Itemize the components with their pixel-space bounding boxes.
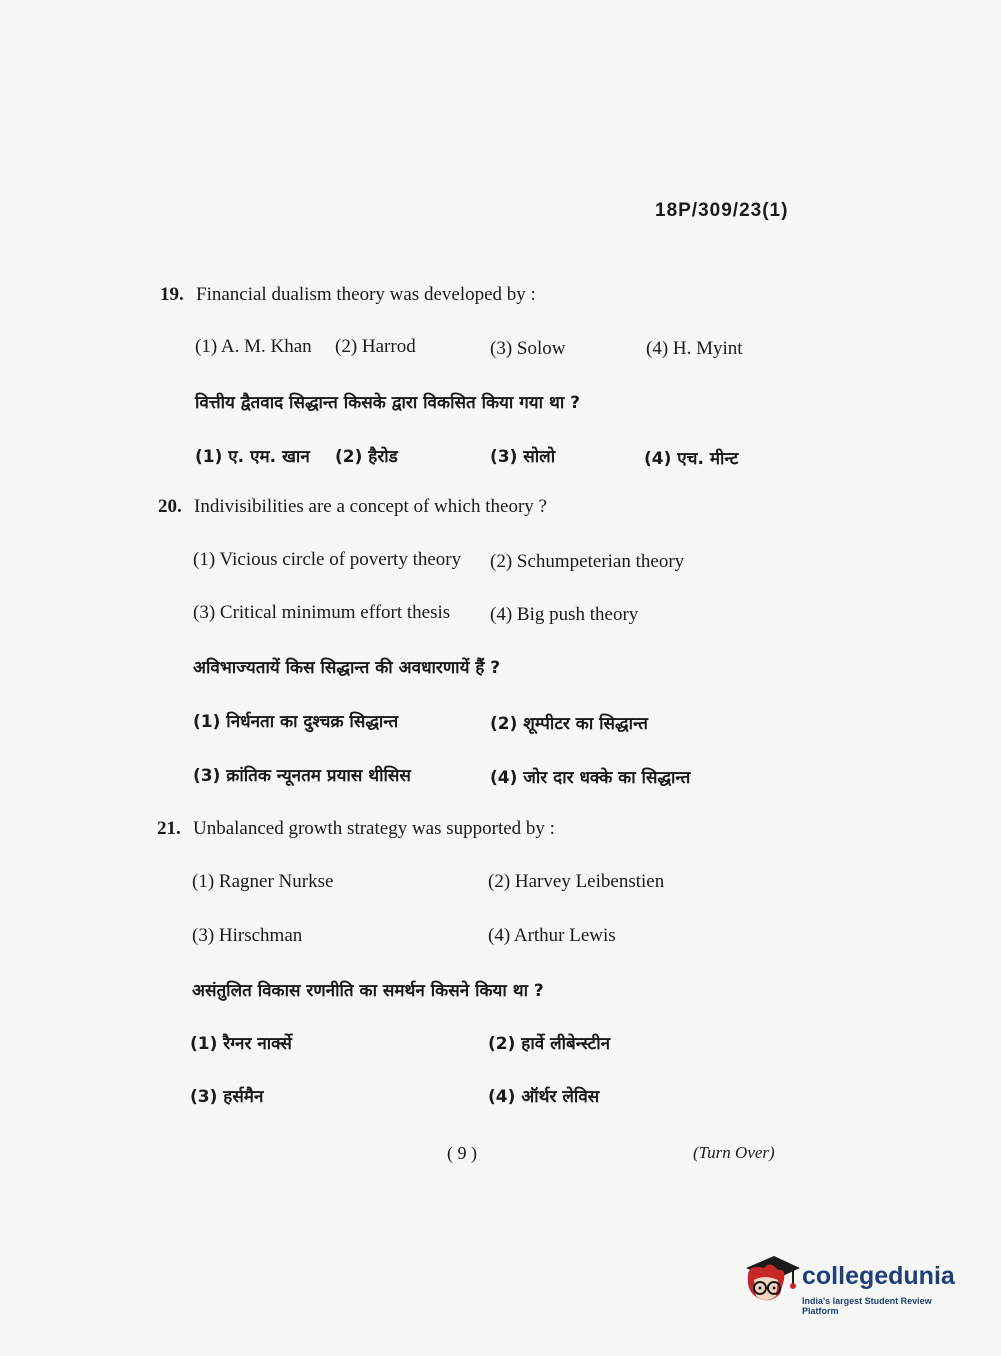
q21-option-3: (3) Hirschman (192, 925, 303, 946)
turn-over-label: (Turn Over) (693, 1143, 775, 1162)
question-19-text-hi: वित्तीय द्वैतवाद सिद्धान्त किसके द्वारा विकसित किया गया था ? (195, 393, 581, 413)
q21-option-3-hi: (3) हर्समैन (190, 1087, 264, 1107)
q19-option-3: (3) Solow (490, 338, 566, 359)
q21-option-2-hi: (2) हार्वे लीबेन्स्टीन (488, 1034, 611, 1054)
question-number: 21. (157, 818, 181, 839)
question-text-en: Indivisibilities are a concept of which theory ? (194, 496, 547, 517)
logo-name: collegedunia (802, 1262, 955, 1290)
q20-option-1-hi: (1) निर्धनता का दुश्चक्र सिद्धान्त (193, 712, 399, 732)
q20-option-2-hi: (2) शूम्पीटर का सिद्धान्त (490, 714, 648, 734)
q21-option-1-hi: (1) रैग्नर नार्क्से (190, 1034, 292, 1054)
question-text-en: Financial dualism theory was developed by : (196, 284, 536, 305)
question-20-text-hi: अविभाज्यतायें किस सिद्धान्त की अवधारणायें हैं ? (193, 658, 501, 678)
q20-option-4-hi: (4) जोर दार धक्के का सिद्धान्त (490, 768, 691, 788)
q19-option-4-hi: (4) एच. मीन्ट (644, 449, 739, 469)
question-text-en: Unbalanced growth strategy was supported by : (193, 818, 555, 839)
q20-option-1: (1) Vicious circle of poverty theory (193, 549, 462, 570)
q21-option-2: (2) Harvey Leibenstien (488, 871, 665, 892)
question-21-text-hi: असंतुलित विकास रणनीति का समर्थन किसने किया था ? (192, 981, 544, 1001)
q19-option-3-hi: (3) सोलो (490, 447, 556, 467)
q19-option-2-hi: (2) हैरोड (335, 447, 398, 467)
q21-option-4-hi: (4) ऑर्थर लेविस (488, 1087, 600, 1107)
q21-option-1: (1) Ragner Nurkse (192, 871, 334, 892)
q20-option-2: (2) Schumpeterian theory (490, 551, 685, 572)
q20-option-4: (4) Big push theory (490, 604, 639, 625)
mascot-icon (740, 1250, 800, 1316)
q21-option-4: (4) Arthur Lewis (488, 925, 616, 946)
q19-option-2: (2) Harrod (335, 336, 416, 357)
q19-option-1-hi: (1) ए. एम. खान (195, 447, 310, 467)
collegedunia-logo (740, 1250, 970, 1316)
q19-option-4: (4) H. Myint (646, 338, 743, 359)
question-number: 20. (158, 496, 182, 517)
question-number: 19. (160, 284, 184, 305)
logo-tagline: India's largest Student Review Platform (802, 1296, 932, 1316)
page-number: ( 9 ) (447, 1143, 477, 1163)
q19-option-1: (1) A. M. Khan (195, 336, 312, 357)
paper-code: 18P/309/23(1) (655, 200, 789, 221)
question-19 (160, 284, 536, 306)
q20-option-3: (3) Critical minimum effort thesis (193, 602, 451, 623)
question-20 (158, 496, 547, 518)
question-21 (157, 818, 555, 840)
q20-option-3-hi: (3) क्रांतिक न्यूनतम प्रयास थीसिस (193, 766, 411, 786)
